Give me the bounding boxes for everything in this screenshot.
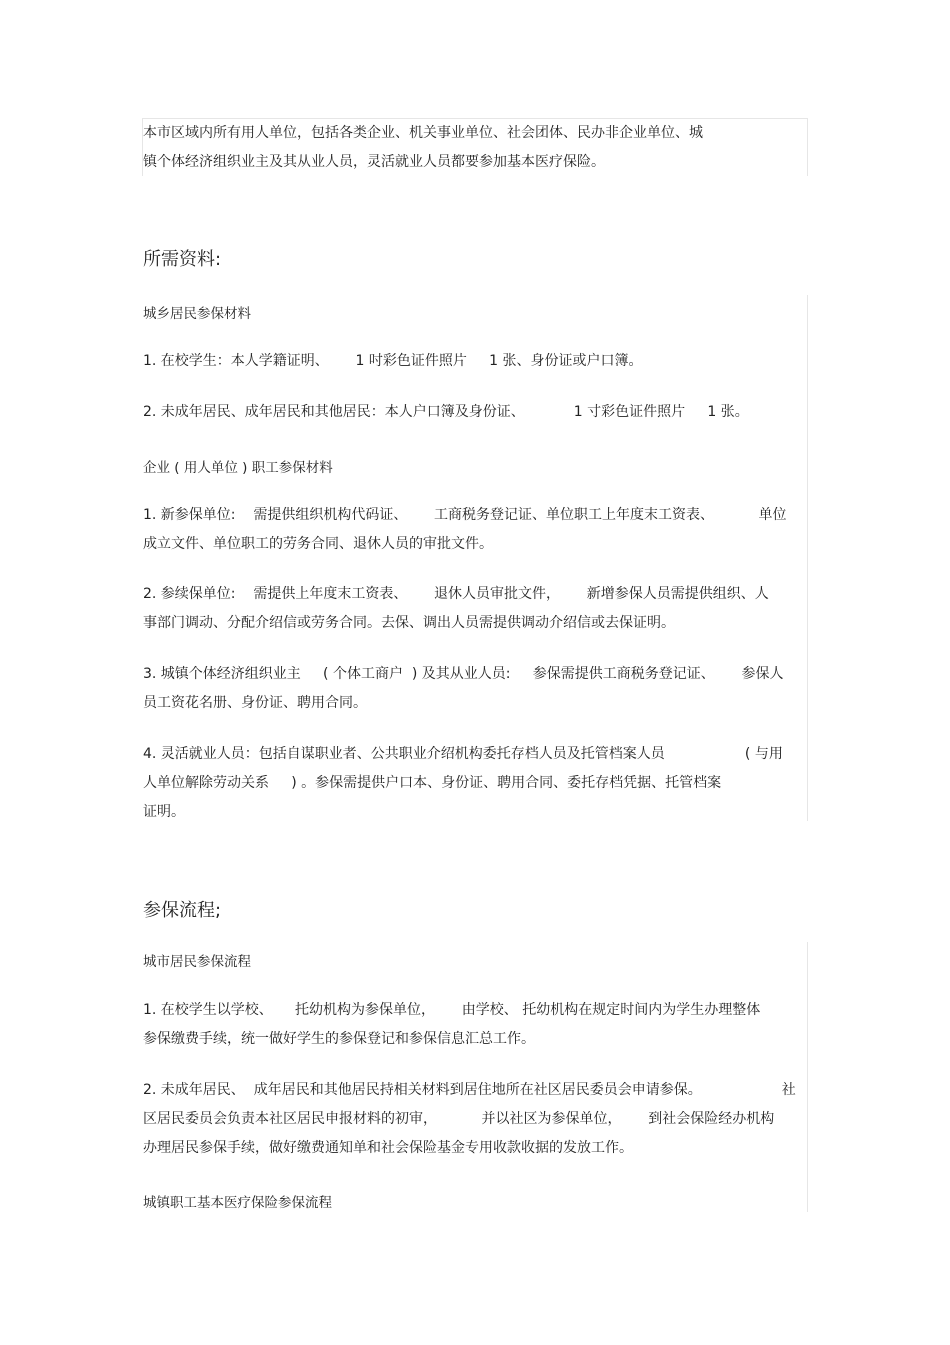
city-step-2-line-1: 2. 未成年居民、 成年居民和其他居民持相关材料到居住地所在社区居民委员会申请参保。 社	[143, 1082, 796, 1098]
enterprise-item-4-line-3: 证明。	[143, 804, 185, 820]
enterprise-item-2-line-2: 事部门调动、分配介绍信或劳务合同。去保、调出人员需提供调动介绍信或去保证明。	[143, 615, 675, 631]
enterprise-item-1-line-2: 成立文件、单位职工的劳务合同、退休人员的审批文件。	[143, 536, 493, 552]
resident-item-1: 1. 在校学生：本人学籍证明、 1 吋彩色证件照片 1 张、身份证或户口簿。	[143, 353, 643, 369]
resident-materials-title: 城乡居民参保材料	[143, 306, 251, 322]
city-step-2-line-2: 区居民委员会负责本社区居民申报材料的初审， 并以社区为参保单位， 到社会保险经办机构	[143, 1111, 775, 1127]
enterprise-item-4-line-2: 人单位解除劳动关系 ) 。参保需提供户口本、身份证、聘用合同、委托存档凭据、托管档案	[143, 775, 722, 791]
worker-process-title: 城镇职工基本医疗保险参保流程	[143, 1195, 332, 1211]
intro-line-2: 镇个体经济组织业主及其从业人员，灵活就业人员都要参加基本医疗保险。	[143, 154, 605, 170]
enterprise-item-2-line-1: 2. 参续保单位: 需提供上年度末工资表、 退休人员审批文件， 新增参保人员需提供组织、人	[143, 586, 769, 602]
process-heading: 参保流程;	[143, 900, 222, 921]
intro-line-1: 本市区域内所有用人单位，包括各类企业、机关事业单位、社会团体、民办非企业单位、城	[143, 125, 703, 141]
enterprise-item-3-line-1: 3. 城镇个体经济组织业主 ( 个体工商户 ) 及其从业人员: 参保需提供工商税务登记证、 参保人	[143, 666, 784, 682]
materials-heading: 所需资料:	[143, 249, 222, 270]
resident-item-2: 2. 未成年居民、成年居民和其他居民：本人户口簿及身份证、 1 寸彩色证件照片 1 张。	[143, 404, 749, 420]
city-step-1-line-2: 参保缴费手续，统一做好学生的参保登记和参保信息汇总工作。	[143, 1031, 535, 1047]
city-process-title: 城市居民参保流程	[143, 954, 251, 970]
enterprise-materials-title: 企业 ( 用人单位 ) 职工参保材料	[143, 460, 333, 476]
enterprise-item-3-line-2: 员工资花名册、身份证、聘用合同。	[143, 695, 367, 711]
enterprise-item-1-line-1: 1. 新参保单位: 需提供组织机构代码证、 工商税务登记证、单位职工上年度末工资表、 单位	[143, 507, 787, 523]
enterprise-item-4-line-1: 4. 灵活就业人员：包括自谋职业者、公共职业介绍机构委托存档人员及托管档案人员 ( 与用	[143, 746, 783, 762]
city-step-1-line-1: 1. 在校学生以学校、 托幼机构为参保单位， 由学校、 托幼机构在规定时间内为学生办理整体	[143, 1002, 761, 1018]
city-step-2-line-3: 办理居民参保手续，做好缴费通知单和社会保险基金专用收款收据的发放工作。	[143, 1140, 633, 1156]
